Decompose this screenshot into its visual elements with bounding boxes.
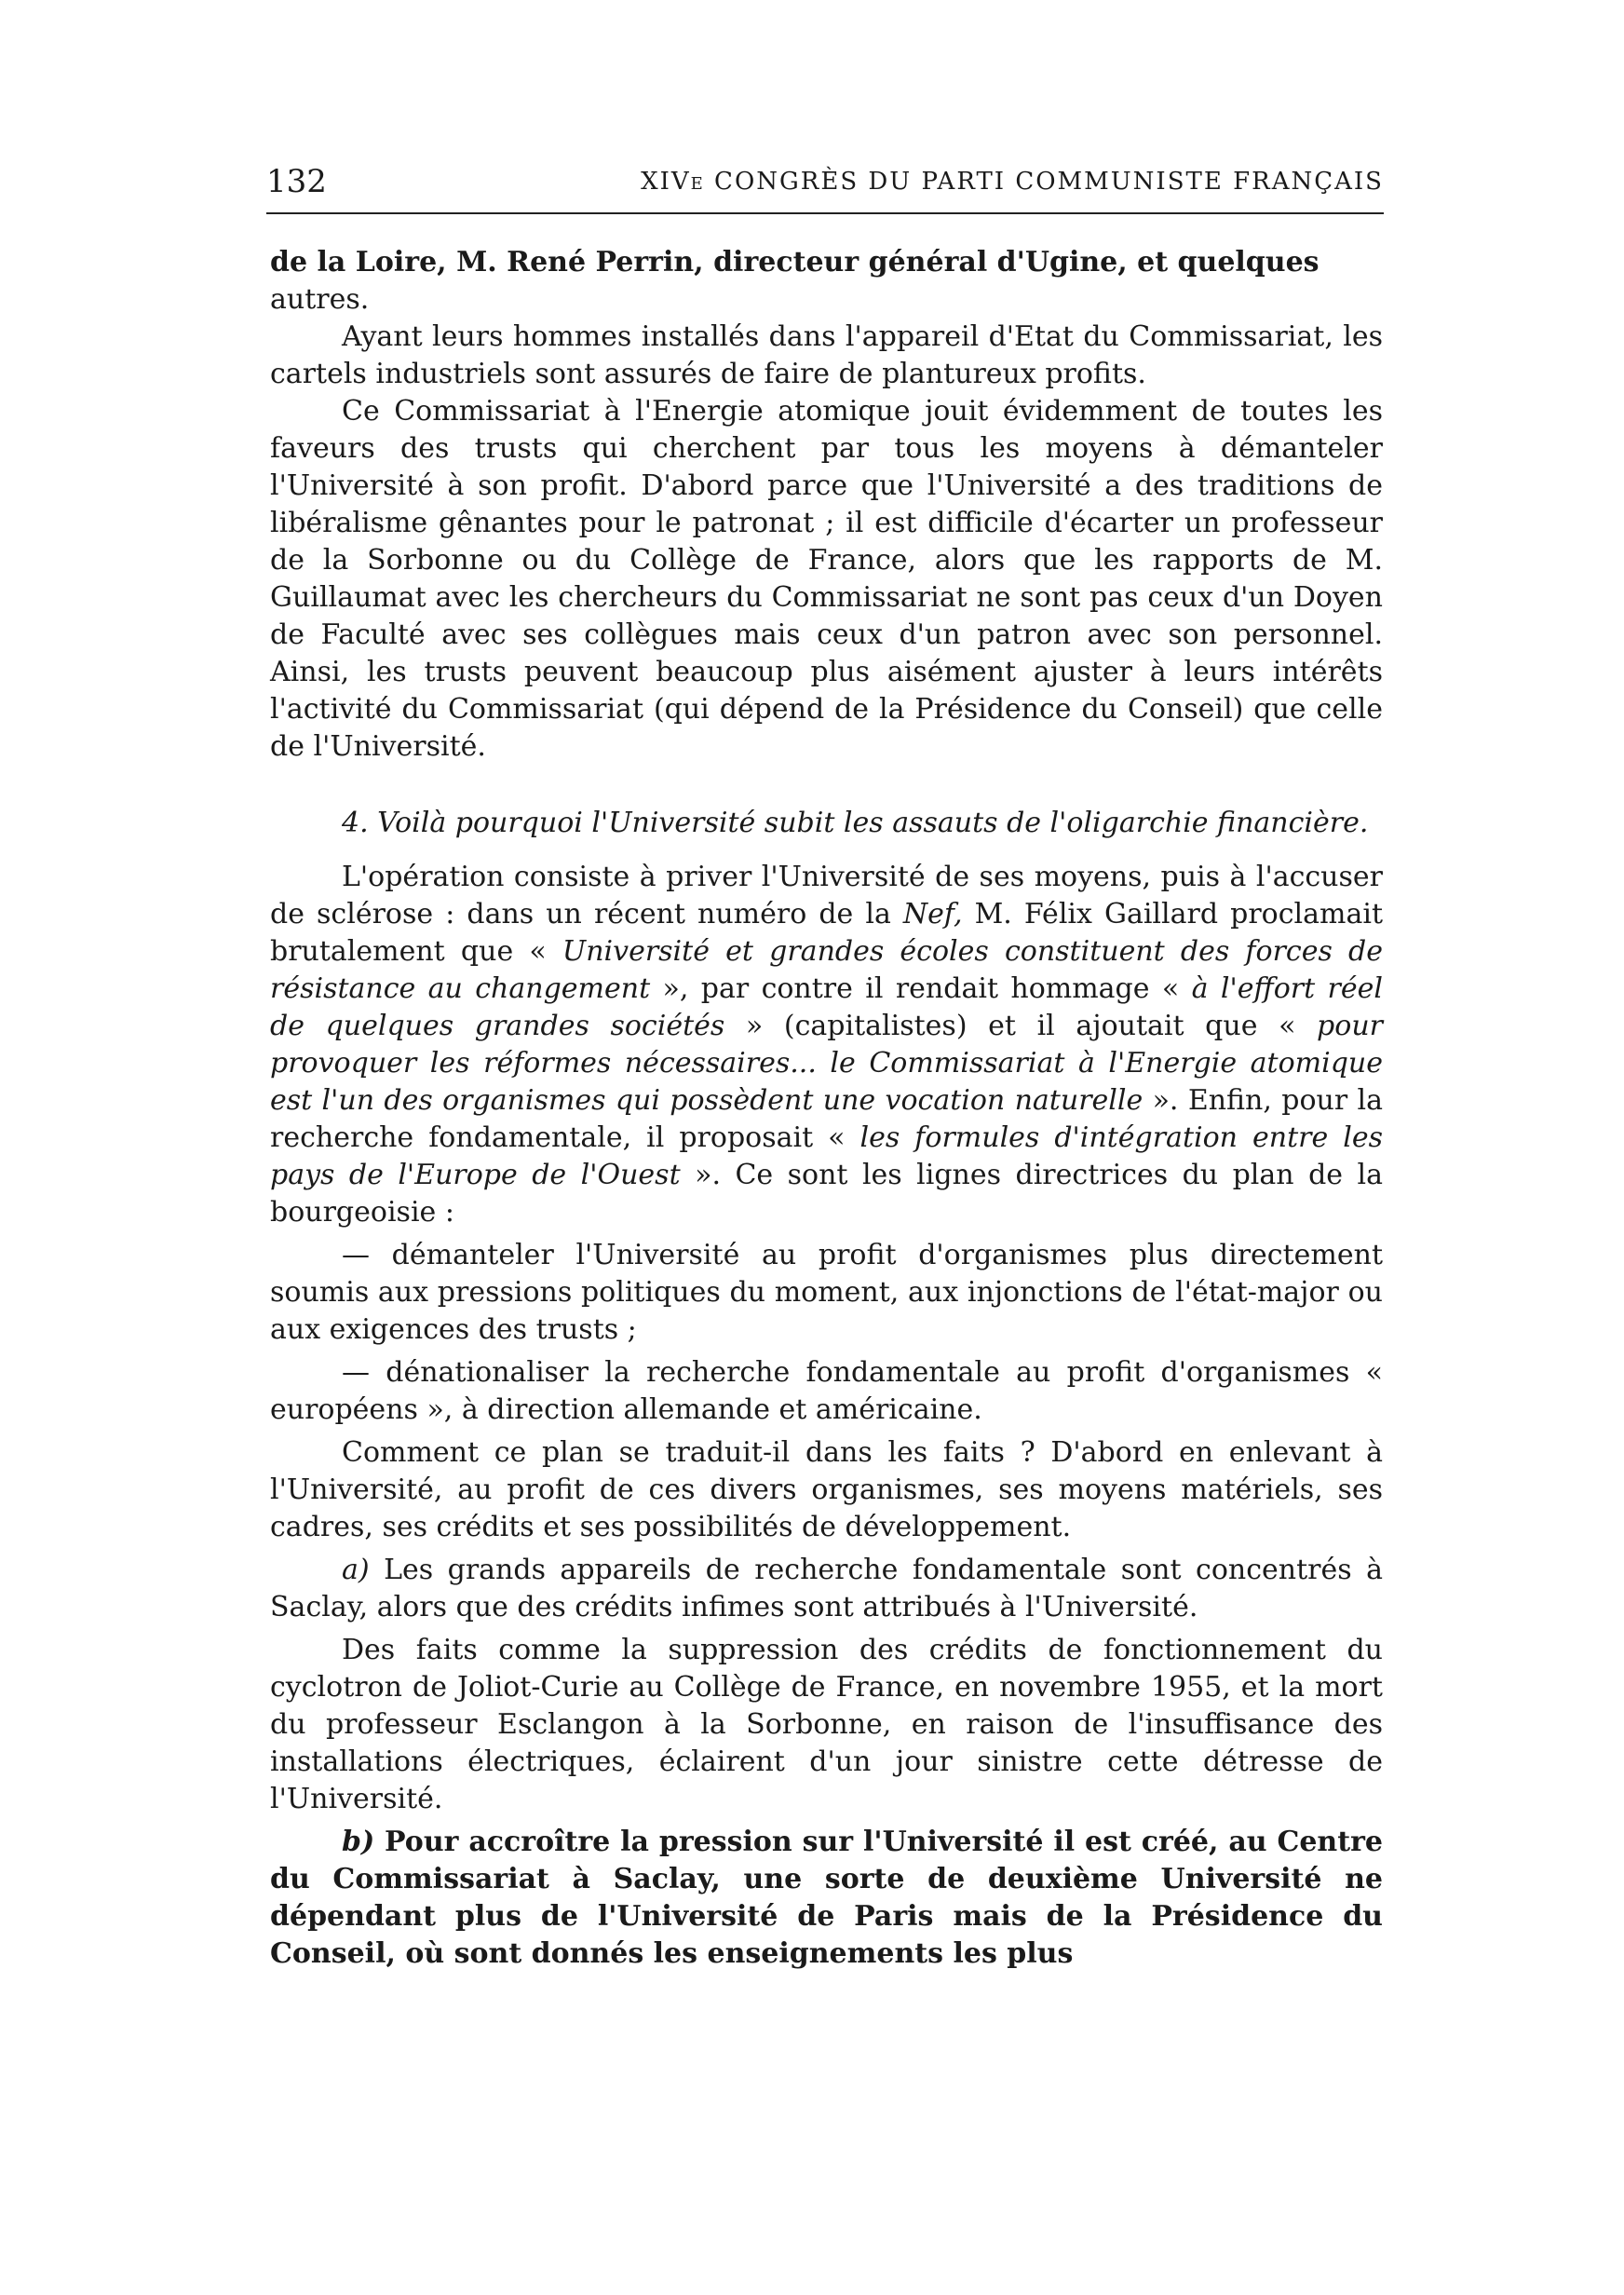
paragraph-continuation [270,244,1383,319]
header-rule [266,212,1384,214]
list-item-denationaliser: — dénationaliser la recherche fondamentale au profit d'organismes « européens », à direction allemande et américaine. [270,1356,1383,1426]
paragraph-b [270,1824,1383,1973]
paragraph-comment: Comment ce plan se traduit-il dans les faits ? D'abord en enlevant à l'Université, au profit de ces divers organismes, ses moyens matériels, ses cadres, ses crédits et ses possibilités de développement. [270,1436,1383,1543]
item-label-a: a) [342,1554,370,1586]
text-run: L'opération consiste à priver l'Université de ses moyens, puis à l'accuser de sclérose : dans un récent numéro de la [270,861,1383,930]
italic-run: pour provoquer les réformes nécessaires... le Commissariat à l'Energie atomique est l'un des organismes qui possèdent une vocation naturelle [270,1010,1383,1117]
item-label-b: b) [342,1826,375,1858]
paragraph-cartels: Ayant leurs hommes installés dans l'appareil d'Etat du Commissariat, les cartels industriels sont assurés de faire de plantureux profits. [270,320,1383,390]
paragraph-faits: Des faits comme la suppression des crédits de fonctionnement du cyclotron de Joliot-Curie au Collège de France, en novembre 1955, et la mort du professeur Esclangon à la Sorbonne, en raison de l'insuffisance des installations électriques, éclairent d'un jour sinistre cette détresse de l'Université. [270,1634,1383,1815]
paragraph-operation [270,859,1383,1231]
paragraph-commissariat: Ce Commissariat à l'Energie atomique jouit évidemment de toutes les faveurs des trusts qui cherchent par tous les moyens à démanteler l'Université à son profit. D'abord parce que l'Université a des traditions de libéralisme gênantes pour le patronat ; il est difficile d'écarter un professeur de la Sorbonne ou du Collège de France, alors que les rapports de M. Guillaumat avec les chercheurs du Commissariat ne sont pas ceux d'un Doyen de Faculté avec ses collègues mais ceux d'un patron avec son personnel. Ainsi, les trusts peuvent beaucoup plus aisément ajuster à leurs intérêts l'activité du Commissariat (qui dépend de la Présidence du Conseil) que celle de l'Université. [270,395,1383,763]
list-item-demanteler: — démanteler l'Université au profit d'organismes plus directement soumis aux pressions politiques du moment, aux injonctions de l'état-major ou aux exigences des trusts ; [270,1239,1383,1346]
text-run: » (capitalistes) et il ajoutait que « [724,1010,1318,1042]
italic-run: Université et grandes écoles constituent des forces de résistance au changement [270,935,1384,1005]
italic-run: Nef, [902,898,963,930]
body-text [270,244,1383,1973]
continuation-bold-text: de la Loire, M. René Perrin, directeur général d'Ugine, et quelques [270,246,1320,278]
section-heading-text: 4. Voilà pourquoi l'Université subit les assauts de l'oligarchie financière. [342,807,1369,839]
item-text-b: Pour accroître la pression sur l'Université il est créé, au Centre du Commissariat à Saclay, une sorte de deuxième Université ne dépendant plus de l'Université de Paris mais de la Présidence du Conseil, où sont donnés les enseignements les plus [270,1826,1383,1970]
text-run: », par contre il rendait hommage « [650,972,1192,1005]
running-title: XIVe CONGRÈS DU PARTI COMMUNISTE FRANÇAIS [641,168,1384,196]
italic-run: les formules d'intégration entre les pays de l'Europe de l'Ouest [270,1121,1383,1191]
section-heading-4 [270,805,1383,842]
page-header [266,158,1384,205]
paragraph-a [270,1552,1383,1626]
text-run: ». Ce sont les lignes directrices du plan de la bourgeoisie : [270,1159,1383,1229]
page-number: 132 [266,163,327,200]
text-run: M. Félix Gaillard proclamait brutalement que « [270,898,1383,968]
text-run: ». Enfin, pour la recherche fondamentale, il proposait « [270,1084,1384,1154]
italic-run: à l'effort réel de quelques grandes sociétés [270,972,1383,1042]
item-text-a: Les grands appareils de recherche fondamentale sont concentrés à Saclay, alors que des crédits infimes sont attribués à l'Université. [270,1554,1383,1623]
continuation-end-text: autres. [270,283,370,316]
